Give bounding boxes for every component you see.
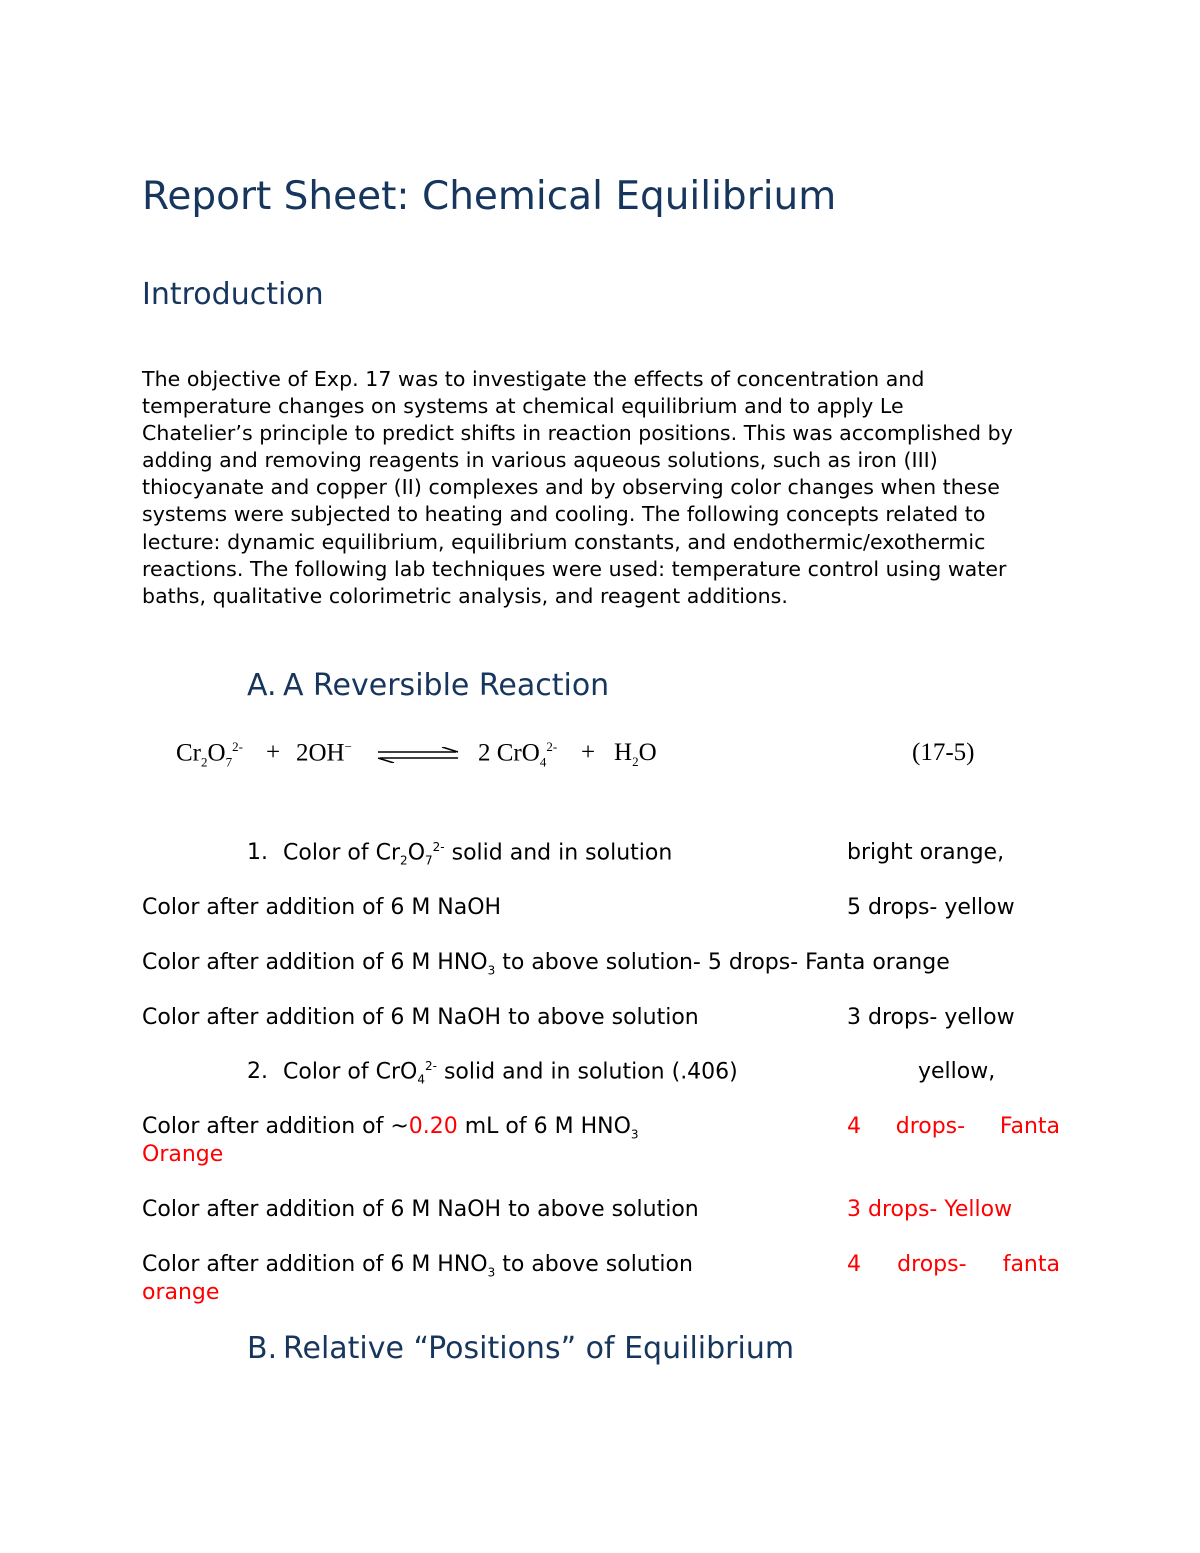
section-a-heading: [247, 668, 609, 703]
list-number: 1.: [247, 840, 268, 866]
equation-reactant-dichromate: $Cr_2O_7^{2-}$: [176, 739, 243, 770]
equation-reactant-hydroxide: 2OH−: [296, 739, 352, 767]
intro-line: lecture: dynamic equilibrium, equilibrium constants, and endothermic/exothermic: [142, 529, 986, 554]
result-value-continued: orange: [142, 1280, 220, 1305]
result-value: 3 drops- Yellow: [847, 1197, 1013, 1222]
introduction-heading: Introduction: [142, 277, 324, 312]
intro-line: Chatelier’s principle to predict shifts in reaction positions. This was accomplished by: [142, 421, 1013, 446]
equation-product-chromate: 2 CrO$_4^{2-}$: [478, 739, 558, 770]
result-value: 3 drops- yellow: [847, 1005, 1015, 1030]
intro-line: adding and removing reagents in various aqueous solutions, such as iron (III): [142, 448, 938, 473]
result-row-7: Color after addition of 6 M NaOH to above solution 3 drops- Yellow: [142, 1197, 1013, 1222]
amount-value: 0.20: [408, 1114, 458, 1139]
equation-number: (17-5): [912, 739, 975, 766]
equilibrium-arrow-icon: [376, 747, 461, 763]
equation-plus: +: [581, 739, 596, 766]
equation-plus: +: [266, 739, 281, 766]
intro-line: reactions. The following lab techniques were used: temperature control using water: [142, 556, 1007, 581]
result-value-continued: Orange: [142, 1142, 224, 1167]
section-a-letter: A.: [247, 668, 277, 703]
intro-line: temperature changes on systems at chemical equilibrium and to apply Le: [142, 394, 904, 419]
result-row-3: Color after addition of 6 M $HNO_3$ to above solution- 5 drops- Fanta orange: [142, 950, 950, 978]
result-row-6: Color after addition of ~0.20 mL of 6 M $HNO_3$ 4 drops- Fanta Orange: [142, 1114, 1060, 1167]
intro-line: systems were subjected to heating and cooling. The following concepts related to: [142, 502, 986, 527]
intro-line: The objective of Exp. 17 was to investigate the effects of concentration and: [142, 367, 925, 391]
result-value: bright orange,: [847, 840, 1005, 865]
section-b-letter: B.: [247, 1331, 278, 1366]
intro-line: thiocyanate and copper (II) complexes and by observing color changes when these: [142, 475, 1000, 500]
result-value: yellow,: [918, 1059, 996, 1084]
result-value: 5 drops- yellow: [847, 895, 1015, 920]
list-number: 2.: [247, 1059, 268, 1085]
section-b-heading: [247, 1331, 794, 1366]
section-a-title: A Reversible Reaction: [283, 668, 610, 703]
result-row-2: Color after addition of 6 M NaOH 5 drops- yellow: [142, 895, 1015, 920]
result-value: 4 drops- fanta: [847, 1252, 1060, 1277]
result-value: 4 drops- Fanta: [847, 1114, 1060, 1139]
page-title: Report Sheet: Chemical Equilibrium: [142, 174, 837, 219]
section-b-title: Relative “Positions” of Equilibrium: [283, 1331, 795, 1366]
result-row-8: Color after addition of 6 M $HNO_3$ to above solution 4 drops- fanta orange: [142, 1252, 1060, 1305]
intro-line: baths, qualitative colorimetric analysis, and reagent additions.: [142, 583, 788, 608]
result-row-1: 1. Color of $Cr_2O_7^{2-}$ solid and in solution bright orange,: [247, 840, 1005, 868]
equation-product-water: $H_2O$: [614, 739, 657, 769]
introduction-paragraph: [142, 366, 1067, 610]
result-row-4: Color after addition of 6 M NaOH to above solution 3 drops- yellow: [142, 1005, 1015, 1030]
result-row-5: 2. Color of CrO$_4^{2-}$ solid and in solution (.406) yellow,: [247, 1059, 996, 1087]
chemical-equation: [176, 735, 986, 775]
